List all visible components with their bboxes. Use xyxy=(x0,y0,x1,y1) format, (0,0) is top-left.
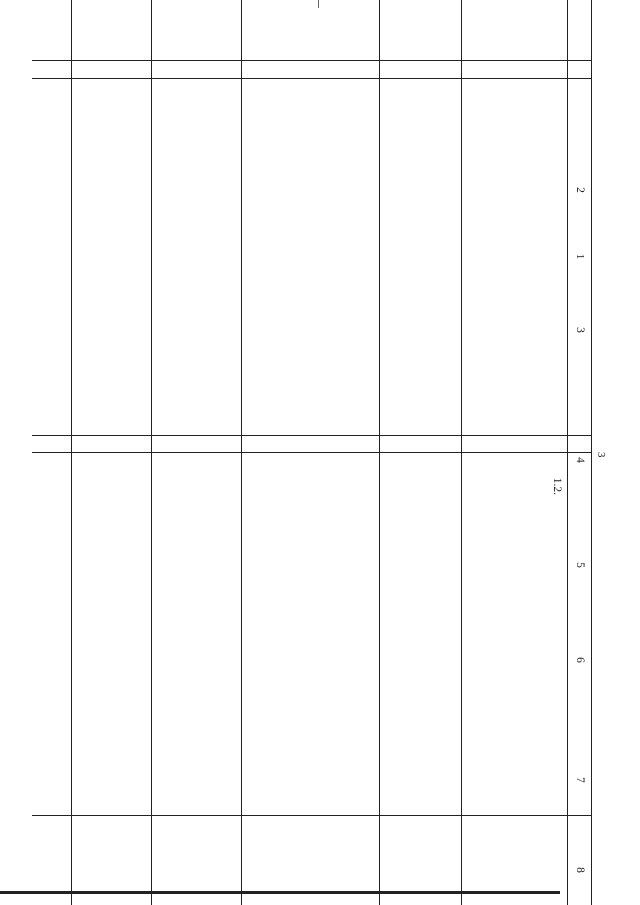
row-divider-3 xyxy=(32,435,592,436)
column-number-3: 3 xyxy=(574,327,586,333)
page-number: 3 xyxy=(595,452,607,458)
column-number-1: 1 xyxy=(574,253,586,260)
column-number-2: 2 xyxy=(574,187,586,193)
column-number-5: 5 xyxy=(574,562,586,568)
row-divider-5 xyxy=(32,815,592,816)
row-divider-2 xyxy=(32,78,592,79)
column-number-4: 4 xyxy=(574,457,586,463)
row-divider-1 xyxy=(32,60,592,61)
row-number-1-2: 1.2. xyxy=(551,477,563,495)
column-number-7: 7 xyxy=(574,777,586,783)
column-number-6: 6 xyxy=(574,657,586,663)
column-number-8: 8 xyxy=(574,867,586,873)
services-table xyxy=(32,0,592,905)
